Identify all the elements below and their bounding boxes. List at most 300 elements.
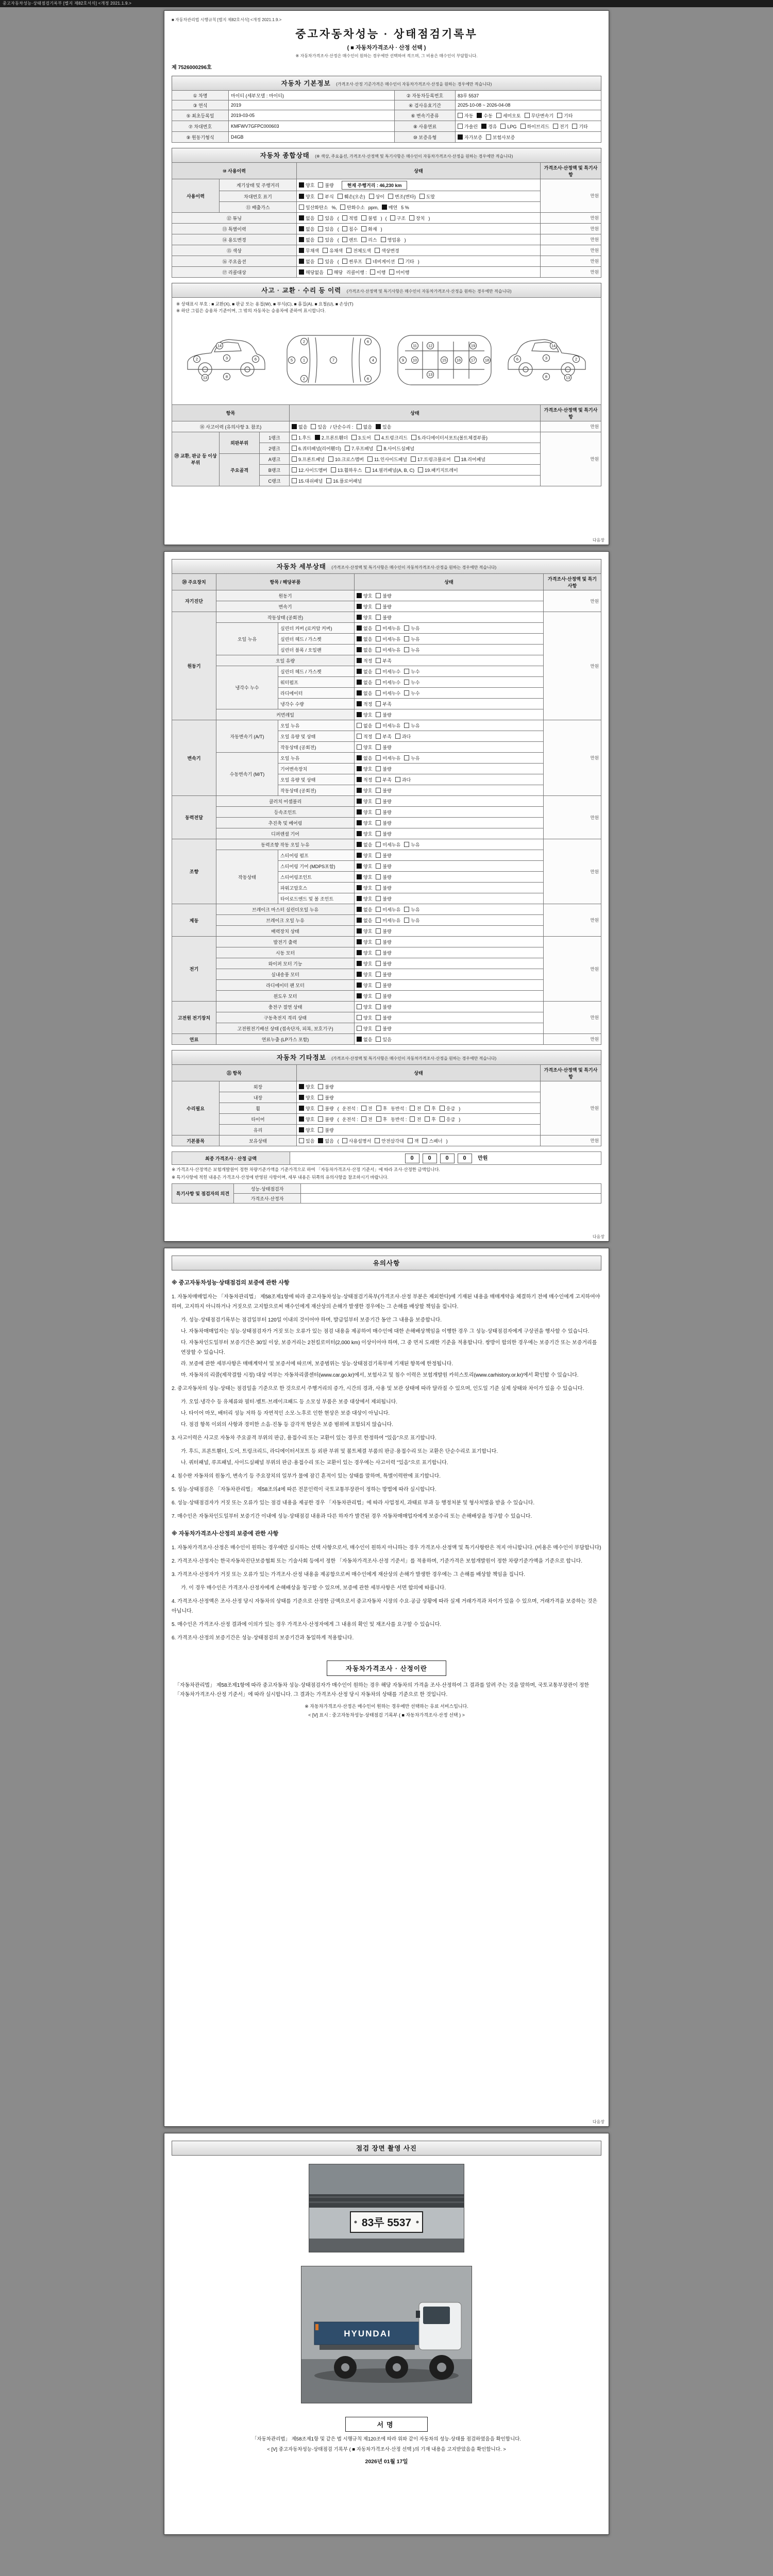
checkbox[interactable]	[376, 1037, 381, 1042]
checkbox[interactable]	[299, 182, 304, 188]
next-page-link[interactable]: 다음장	[592, 538, 604, 543]
checkbox[interactable]	[357, 593, 362, 598]
checkbox-option[interactable]: 양호	[357, 787, 372, 794]
checkbox[interactable]	[404, 907, 409, 912]
checkbox-option[interactable]: 후	[376, 1105, 388, 1112]
checkbox[interactable]	[404, 690, 409, 696]
checkbox[interactable]	[365, 467, 371, 472]
checkbox[interactable]	[361, 237, 366, 242]
checkbox-option[interactable]: 부족	[376, 657, 391, 664]
checkbox-option[interactable]: 변조(변타)	[388, 193, 416, 200]
checkbox[interactable]	[318, 215, 323, 221]
checkbox-option[interactable]: 양호	[357, 711, 372, 718]
checkbox-option[interactable]: 구조	[390, 215, 406, 222]
checkbox-option[interactable]: 없음	[299, 258, 314, 265]
checkbox-option[interactable]: 해당없음	[299, 269, 324, 276]
checkbox-option[interactable]: 없음	[357, 917, 372, 924]
checkbox[interactable]	[331, 467, 336, 472]
checkbox[interactable]	[376, 615, 381, 620]
checkbox[interactable]	[410, 1116, 415, 1122]
checkbox-option[interactable]: 전	[410, 1116, 421, 1123]
checkbox-option[interactable]: 렌트	[342, 236, 358, 243]
checkbox-option[interactable]: 응급	[440, 1105, 455, 1112]
checkbox[interactable]	[342, 1138, 347, 1143]
checkbox-option[interactable]: 5.라디에이터서포트(볼트체결부품)	[411, 434, 488, 441]
checkbox[interactable]	[357, 615, 362, 620]
checkbox-option[interactable]: 미세누유	[376, 841, 400, 848]
checkbox[interactable]	[477, 113, 482, 118]
checkbox[interactable]	[376, 809, 381, 815]
checkbox-option[interactable]: 스패너	[422, 1138, 442, 1144]
checkbox-option[interactable]: 네비게이션	[366, 258, 395, 265]
checkbox-option[interactable]: 화재	[361, 226, 377, 232]
checkbox-option[interactable]: 미세누유	[376, 636, 400, 642]
checkbox[interactable]	[458, 134, 463, 140]
checkbox[interactable]	[376, 1004, 381, 1009]
checkbox-option[interactable]: 없음	[357, 906, 372, 913]
checkbox-option[interactable]: 양호	[357, 928, 372, 935]
checkbox-option[interactable]: 불량	[376, 960, 391, 967]
checkbox-option[interactable]: 안전삼각대	[375, 1138, 404, 1144]
checkbox[interactable]	[328, 456, 333, 462]
checkbox[interactable]	[418, 467, 423, 472]
checkbox[interactable]	[376, 982, 381, 988]
checkbox-option[interactable]: 불량	[376, 744, 391, 751]
checkbox-option[interactable]: 2.프론트휀더	[315, 434, 348, 441]
checkbox[interactable]	[292, 456, 297, 462]
checkbox-option[interactable]: 미세누유	[376, 722, 400, 729]
checkbox[interactable]	[342, 259, 347, 264]
checkbox[interactable]	[520, 124, 526, 129]
checkbox[interactable]	[376, 918, 381, 923]
checkbox-option[interactable]: 누유	[404, 625, 419, 632]
checkbox[interactable]	[357, 853, 362, 858]
checkbox[interactable]	[357, 939, 362, 944]
checkbox[interactable]	[292, 478, 297, 483]
checkbox-option[interactable]: 양호	[357, 603, 372, 610]
checkbox[interactable]	[486, 134, 491, 140]
checkbox-option[interactable]: 누유	[404, 906, 419, 913]
checkbox-option[interactable]: 누유	[404, 917, 419, 924]
checkbox[interactable]	[425, 1106, 430, 1111]
checkbox-option[interactable]: 양호	[357, 614, 372, 621]
checkbox[interactable]	[376, 723, 381, 728]
checkbox[interactable]	[376, 907, 381, 912]
checkbox-option[interactable]: 없음	[357, 625, 372, 632]
checkbox[interactable]	[357, 982, 362, 988]
checkbox[interactable]	[318, 1084, 323, 1089]
checkbox[interactable]	[357, 907, 362, 912]
checkbox-option[interactable]: 불량	[318, 1105, 333, 1112]
checkbox-option[interactable]: 없음	[357, 690, 372, 697]
checkbox[interactable]	[357, 842, 362, 847]
checkbox[interactable]	[377, 446, 382, 451]
checkbox-option[interactable]: 불량	[376, 874, 391, 880]
checkbox[interactable]	[318, 237, 323, 242]
checkbox[interactable]	[440, 1116, 445, 1122]
checkbox[interactable]	[361, 226, 366, 231]
checkbox-option[interactable]: 상이	[369, 193, 384, 200]
checkbox[interactable]	[376, 950, 381, 955]
checkbox-option[interactable]: 1.후드	[292, 434, 311, 441]
checkbox[interactable]	[318, 1127, 323, 1132]
checkbox[interactable]	[376, 647, 381, 652]
checkbox-option[interactable]: 불량	[376, 1004, 391, 1010]
checkbox-option[interactable]: 양호	[299, 193, 314, 200]
checkbox[interactable]	[376, 788, 381, 793]
checkbox-option[interactable]: 잭	[408, 1138, 419, 1144]
checkbox-option[interactable]: 적정	[357, 733, 372, 740]
checkbox[interactable]	[404, 842, 409, 847]
checkbox[interactable]	[411, 456, 416, 462]
checkbox-option[interactable]: 불량	[318, 1116, 333, 1123]
checkbox-option[interactable]: 해당	[327, 269, 343, 276]
checkbox[interactable]	[292, 424, 297, 429]
checkbox-option[interactable]: 미세누유	[376, 917, 400, 924]
checkbox[interactable]	[458, 113, 463, 118]
checkbox[interactable]	[361, 215, 366, 221]
checkbox-option[interactable]: 미세누유	[376, 906, 400, 913]
checkbox[interactable]	[299, 1127, 304, 1132]
checkbox-option[interactable]: 불량	[376, 928, 391, 935]
checkbox[interactable]	[292, 435, 297, 440]
checkbox-option[interactable]: 양호	[299, 1127, 314, 1133]
checkbox[interactable]	[375, 1138, 380, 1143]
checkbox[interactable]	[376, 766, 381, 771]
checkbox[interactable]	[299, 215, 304, 221]
checkbox[interactable]	[357, 788, 362, 793]
checkbox-option[interactable]: 불량	[376, 820, 391, 826]
checkbox[interactable]	[340, 205, 345, 210]
checkbox-option[interactable]: 이행	[370, 269, 385, 276]
checkbox[interactable]	[376, 734, 381, 739]
checkbox-option[interactable]: 탄화수소	[340, 204, 365, 211]
checkbox[interactable]	[299, 1106, 304, 1111]
checkbox-option[interactable]: 미세누유	[376, 755, 400, 761]
checkbox-option[interactable]: 12.사이드멤버	[292, 467, 327, 473]
checkbox-option[interactable]: 양호	[357, 809, 372, 816]
checkbox-option[interactable]: 4.트렁크리드	[375, 434, 408, 441]
checkbox[interactable]	[370, 269, 375, 275]
checkbox-option[interactable]: 13.휠하우스	[331, 467, 362, 473]
checkbox[interactable]	[357, 744, 362, 750]
checkbox[interactable]	[376, 701, 381, 706]
checkbox[interactable]	[376, 885, 381, 890]
checkbox-option[interactable]: 불량	[376, 885, 391, 891]
checkbox[interactable]	[376, 658, 381, 663]
checkbox-option[interactable]: 훼손(오손)	[338, 193, 365, 200]
checkbox[interactable]	[357, 993, 362, 998]
checkbox-option[interactable]: 불량	[318, 182, 333, 189]
checkbox-option[interactable]: 불량	[376, 614, 391, 621]
checkbox-option[interactable]: 침수	[342, 226, 358, 232]
checkbox-option[interactable]: 양호	[357, 874, 372, 880]
checkbox[interactable]	[388, 194, 393, 199]
checkbox-option[interactable]: 불량	[376, 592, 391, 599]
checkbox-option[interactable]: 17.트렁크플로어	[411, 456, 451, 463]
checkbox-option[interactable]: 전체도색	[346, 247, 371, 254]
checkbox[interactable]	[357, 658, 362, 663]
checkbox[interactable]	[419, 194, 425, 199]
checkbox-option[interactable]: 보험사보증	[486, 134, 515, 141]
checkbox[interactable]	[357, 809, 362, 815]
checkbox-option[interactable]: 자가보증	[458, 134, 482, 141]
checkbox-option[interactable]: 수동	[477, 112, 492, 119]
checkbox[interactable]	[299, 237, 304, 242]
checkbox-option[interactable]: 불량	[376, 711, 391, 718]
checkbox[interactable]	[376, 831, 381, 836]
checkbox-option[interactable]: 양호	[357, 1014, 372, 1021]
checkbox-option[interactable]: 누수	[404, 679, 419, 686]
checkbox[interactable]	[299, 205, 304, 210]
checkbox-option[interactable]: 양호	[357, 939, 372, 945]
checkbox-option[interactable]: 미세누수	[376, 690, 400, 697]
checkbox[interactable]	[315, 435, 320, 440]
checkbox-option[interactable]: 없음	[299, 226, 314, 232]
checkbox-option[interactable]: 있음	[318, 258, 333, 265]
checkbox-option[interactable]: 불량	[376, 1025, 391, 1032]
checkbox-option[interactable]: 세미오토	[496, 112, 521, 119]
checkbox-option[interactable]: 응급	[440, 1116, 455, 1123]
checkbox-option[interactable]: 기타	[572, 123, 587, 130]
checkbox-option[interactable]: 기타	[398, 258, 414, 265]
checkbox-option[interactable]: 누수	[404, 690, 419, 697]
checkbox-option[interactable]: 일산화탄소	[299, 204, 328, 211]
checkbox-option[interactable]: 양호	[357, 852, 372, 859]
checkbox[interactable]	[376, 863, 381, 869]
checkbox-option[interactable]: 양호	[357, 1025, 372, 1032]
checkbox-option[interactable]: 없음	[357, 423, 372, 430]
checkbox[interactable]	[357, 885, 362, 890]
checkbox[interactable]	[376, 820, 381, 825]
checkbox[interactable]	[357, 1026, 362, 1031]
checkbox[interactable]	[318, 1138, 323, 1143]
checkbox-option[interactable]: 없음	[357, 668, 372, 675]
checkbox-option[interactable]: 10.크로스멤버	[328, 456, 364, 463]
checkbox[interactable]	[376, 853, 381, 858]
checkbox[interactable]	[357, 874, 362, 879]
checkbox-option[interactable]: 불량	[318, 1083, 333, 1090]
checkbox[interactable]	[357, 680, 362, 685]
checkbox-option[interactable]: 있음	[376, 423, 391, 430]
checkbox[interactable]	[376, 842, 381, 847]
checkbox[interactable]	[318, 1095, 323, 1100]
checkbox-option[interactable]: 양호	[357, 993, 372, 999]
checkbox-option[interactable]: 누유	[404, 841, 419, 848]
checkbox-option[interactable]: 후	[425, 1105, 436, 1112]
checkbox-option[interactable]: 불량	[376, 787, 391, 794]
checkbox[interactable]	[404, 755, 409, 760]
checkbox-option[interactable]: 무단변속기	[525, 112, 553, 119]
checkbox[interactable]	[404, 636, 409, 641]
checkbox[interactable]	[299, 269, 304, 275]
checkbox[interactable]	[318, 259, 323, 264]
checkbox[interactable]	[366, 259, 371, 264]
checkbox[interactable]	[404, 625, 409, 631]
checkbox[interactable]	[357, 820, 362, 825]
checkbox-option[interactable]: 적정	[357, 701, 372, 707]
checkbox[interactable]	[299, 226, 304, 231]
checkbox[interactable]	[376, 1026, 381, 1031]
checkbox[interactable]	[299, 1138, 304, 1143]
checkbox-option[interactable]: 8.사이드실패널	[377, 445, 414, 452]
checkbox-option[interactable]: 없음	[292, 423, 307, 430]
checkbox[interactable]	[376, 928, 381, 934]
checkbox-option[interactable]: 누수	[404, 668, 419, 675]
checkbox[interactable]	[318, 194, 323, 199]
checkbox-option[interactable]: 사용설명서	[342, 1138, 371, 1144]
checkbox[interactable]	[404, 647, 409, 652]
checkbox[interactable]	[572, 124, 577, 129]
checkbox-option[interactable]: 있음	[318, 215, 333, 222]
checkbox[interactable]	[357, 961, 362, 966]
checkbox-option[interactable]: 도말	[419, 193, 435, 200]
checkbox-option[interactable]: 누유	[404, 755, 419, 761]
checkbox[interactable]	[500, 124, 506, 129]
checkbox[interactable]	[376, 993, 381, 998]
checkbox[interactable]	[357, 1015, 362, 1020]
checkbox-option[interactable]: 과다	[395, 733, 411, 740]
checkbox-option[interactable]: 있음	[376, 1036, 391, 1043]
checkbox[interactable]	[376, 896, 381, 901]
checkbox[interactable]	[357, 896, 362, 901]
checkbox[interactable]	[318, 182, 323, 188]
checkbox[interactable]	[422, 1138, 427, 1143]
checkbox[interactable]	[376, 636, 381, 641]
checkbox-option[interactable]: 없음	[357, 722, 372, 729]
checkbox[interactable]	[376, 799, 381, 804]
checkbox[interactable]	[389, 269, 394, 275]
checkbox[interactable]	[367, 456, 373, 462]
checkbox[interactable]	[376, 690, 381, 696]
checkbox-option[interactable]: 양호	[357, 831, 372, 837]
checkbox-option[interactable]: 과다	[395, 776, 411, 783]
checkbox[interactable]	[357, 647, 362, 652]
checkbox-option[interactable]: 영업용	[381, 236, 401, 243]
checkbox-option[interactable]: 양호	[357, 1004, 372, 1010]
checkbox[interactable]	[376, 939, 381, 944]
checkbox-option[interactable]: 없음	[357, 636, 372, 642]
checkbox[interactable]	[375, 435, 380, 440]
checkbox[interactable]	[318, 1106, 323, 1111]
checkbox[interactable]	[440, 1106, 445, 1111]
checkbox[interactable]	[369, 194, 374, 199]
checkbox-option[interactable]: LPG	[500, 124, 516, 129]
checkbox-option[interactable]: 불량	[376, 766, 391, 772]
checkbox-option[interactable]: 경유	[481, 123, 497, 130]
checkbox[interactable]	[410, 1106, 415, 1111]
checkbox-option[interactable]: 양호	[357, 744, 372, 751]
checkbox[interactable]	[381, 237, 386, 242]
checkbox[interactable]	[299, 1084, 304, 1089]
checkbox[interactable]	[357, 972, 362, 977]
checkbox[interactable]	[357, 755, 362, 760]
checkbox-option[interactable]: 11.인사이드패널	[367, 456, 407, 463]
checkbox-option[interactable]: 부식	[318, 193, 333, 200]
checkbox[interactable]	[357, 625, 362, 631]
checkbox[interactable]	[299, 194, 304, 199]
checkbox-option[interactable]: 불량	[376, 1014, 391, 1021]
checkbox-option[interactable]: 색상변경	[375, 247, 399, 254]
checkbox-option[interactable]: 미세누수	[376, 668, 400, 675]
checkbox-option[interactable]: 양호	[299, 1083, 314, 1090]
checkbox[interactable]	[376, 712, 381, 717]
checkbox[interactable]	[299, 248, 304, 253]
checkbox-option[interactable]: 16.플로어패널	[326, 478, 362, 484]
checkbox[interactable]	[357, 734, 362, 739]
checkbox[interactable]	[376, 961, 381, 966]
checkbox-option[interactable]: 양호	[299, 1094, 314, 1101]
checkbox-option[interactable]: 리스	[361, 236, 377, 243]
checkbox-option[interactable]: 가솔린	[458, 123, 478, 130]
checkbox-option[interactable]: 불량	[376, 993, 391, 999]
checkbox[interactable]	[326, 478, 331, 483]
checkbox-option[interactable]: 3.도어	[351, 434, 371, 441]
checkbox-option[interactable]: 없음	[318, 1138, 333, 1144]
checkbox-option[interactable]: 없음	[357, 679, 372, 686]
checkbox[interactable]	[376, 680, 381, 685]
checkbox[interactable]	[357, 950, 362, 955]
checkbox-option[interactable]: 매연	[382, 204, 397, 211]
checkbox[interactable]	[357, 799, 362, 804]
checkbox[interactable]	[525, 113, 530, 118]
checkbox[interactable]	[408, 1138, 413, 1143]
checkbox[interactable]	[357, 863, 362, 869]
checkbox[interactable]	[318, 1116, 323, 1122]
checkbox-option[interactable]: 19.패키지트레이	[418, 467, 458, 473]
checkbox-option[interactable]: 부족	[376, 701, 391, 707]
checkbox[interactable]	[292, 467, 297, 472]
checkbox[interactable]	[357, 701, 362, 706]
checkbox-option[interactable]: 없음	[357, 841, 372, 848]
checkbox-option[interactable]: 전기	[553, 123, 568, 130]
checkbox[interactable]	[376, 972, 381, 977]
checkbox[interactable]	[395, 734, 400, 739]
checkbox-option[interactable]: 후	[425, 1116, 436, 1123]
checkbox-option[interactable]: 불량	[376, 831, 391, 837]
checkbox[interactable]	[455, 456, 460, 462]
checkbox-option[interactable]: 없음	[357, 647, 372, 653]
checkbox-option[interactable]: 불량	[376, 939, 391, 945]
checkbox[interactable]	[376, 669, 381, 674]
checkbox[interactable]	[395, 777, 400, 782]
checkbox[interactable]	[357, 766, 362, 771]
checkbox[interactable]	[376, 424, 381, 429]
checkbox-option[interactable]: 적정	[357, 657, 372, 664]
checkbox[interactable]	[361, 1116, 366, 1122]
checkbox-option[interactable]: 양호	[357, 960, 372, 967]
checkbox[interactable]	[357, 636, 362, 641]
checkbox[interactable]	[342, 226, 347, 231]
checkbox[interactable]	[299, 1095, 304, 1100]
checkbox-option[interactable]: 무채색	[299, 247, 319, 254]
checkbox-option[interactable]: 양호	[357, 798, 372, 805]
checkbox-option[interactable]: 장치	[409, 215, 425, 222]
checkbox[interactable]	[458, 124, 463, 129]
checkbox-option[interactable]: 유채색	[323, 247, 343, 254]
checkbox[interactable]	[357, 669, 362, 674]
checkbox[interactable]	[376, 1116, 381, 1122]
checkbox[interactable]	[342, 215, 347, 221]
checkbox-option[interactable]: 9.프론트패널	[292, 456, 325, 463]
checkbox-option[interactable]: 양호	[357, 982, 372, 989]
checkbox-option[interactable]: 불량	[376, 982, 391, 989]
checkbox-option[interactable]: 있음	[299, 1138, 314, 1144]
checkbox[interactable]	[382, 205, 387, 210]
checkbox[interactable]	[404, 918, 409, 923]
checkbox[interactable]	[376, 744, 381, 750]
checkbox-option[interactable]: 15.대쉬패널	[292, 478, 323, 484]
